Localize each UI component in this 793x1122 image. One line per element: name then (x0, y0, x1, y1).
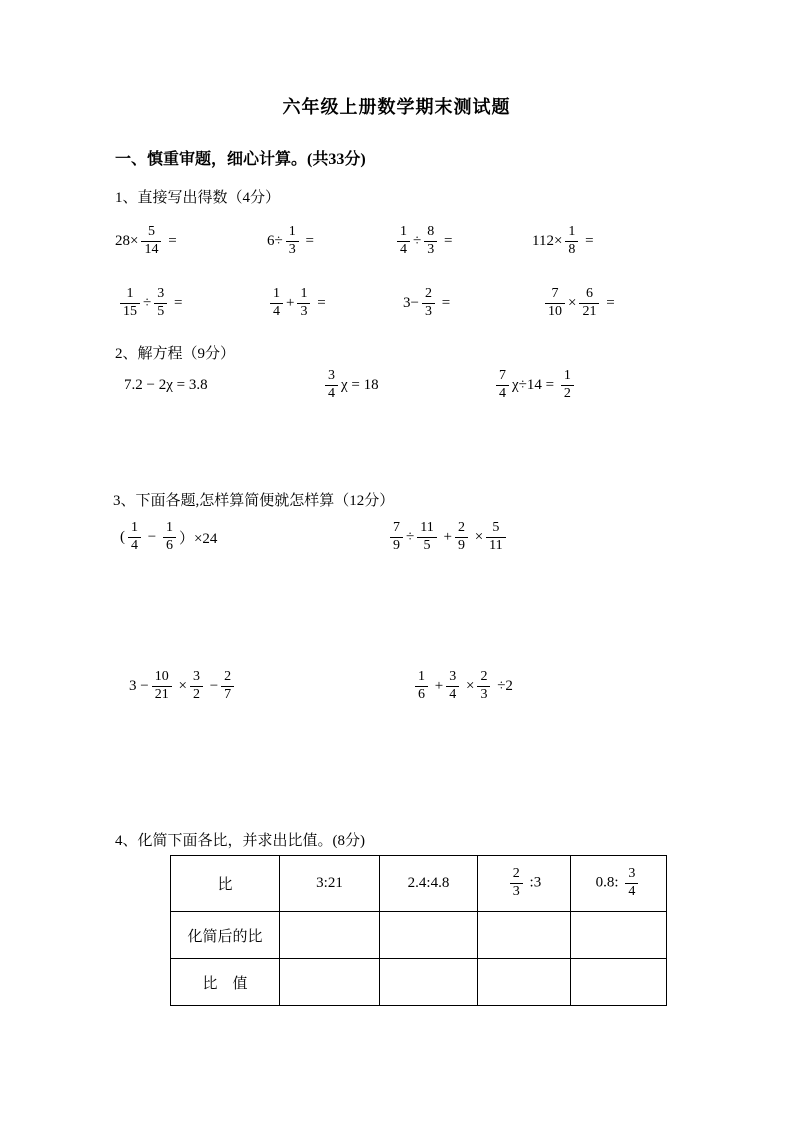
q1-expression-7: 3− $\frac{2}{3}$ = (403, 285, 451, 319)
q2-equation-1: 7.2 − 2χ = 3.8 (124, 376, 208, 393)
q4-label: 4、化简下面各比，并求出比值。(8分) (115, 833, 365, 849)
fraction: $\frac{1}{6}$ (163, 520, 176, 555)
value-answer-cell-1 (280, 959, 380, 1006)
ratio-header-cell: 比 (171, 856, 280, 912)
value-answer-cell-4 (571, 959, 667, 1006)
simplified-answer-cell-2 (380, 912, 478, 959)
fraction: $\frac{2}{7}$ (221, 669, 234, 704)
fraction: $\frac{1}{2}$ (561, 368, 574, 403)
fraction: $\frac{1}{6}$ (415, 669, 428, 704)
ratio-value-2: 2.4:4.8 (380, 856, 478, 912)
simplified-answer-cell-3 (478, 912, 571, 959)
fraction: $\frac{5}{11}$ (486, 520, 505, 555)
simplified-ratio-label: 化简后的比 (171, 912, 280, 959)
fraction: $\frac{7}{9}$ (390, 520, 403, 555)
fraction: $\frac{3}{4}$ (325, 368, 338, 403)
fraction: $\frac{7}{4}$ (496, 368, 509, 403)
q1-label: 1、直接写出得数（4分） (115, 190, 281, 206)
fraction: $\frac{10}{21}$ (152, 669, 172, 704)
ratio-value-1: 3:21 (280, 856, 380, 912)
value-answer-cell-3 (478, 959, 571, 1006)
q3-label: 3、下面各题,怎样算简便就怎样算（12分） (113, 493, 395, 509)
fraction: $\frac{3}{2}$ (190, 669, 203, 704)
ratio-table-header-row (171, 856, 667, 912)
ratio-table (170, 855, 667, 1006)
page-title: 六年级上册数学期末测试题 (282, 97, 511, 117)
fraction: $\frac{1}{15}$ (120, 286, 140, 321)
fraction: $\frac{8}{3}$ (424, 224, 437, 259)
fraction: $\frac{1}{8}$ (565, 224, 578, 259)
fraction: $\frac{1}{3}$ (286, 224, 299, 259)
q2-equation-2: $\frac{3}{4}$ χ = 18 (322, 363, 379, 407)
value-answer-cell-2 (380, 959, 478, 1006)
fraction: $\frac{2}{3}$ (510, 866, 523, 901)
simplified-answer-cell-4 (571, 912, 667, 959)
fraction: $\frac{5}{14}$ (141, 224, 161, 259)
q1-expression-2: 6÷ $\frac{1}{3}$ = (267, 223, 314, 257)
q1-expression-5: $\frac{1}{15}$ ÷ $\frac{3}{5}$ = (117, 281, 182, 325)
simplified-ratio-row (171, 912, 667, 959)
ratio-value-4: 0.8: $\frac{3}{4}$ (571, 856, 667, 912)
fraction: $\frac{1}{4}$ (397, 224, 410, 259)
fraction: $\frac{1}{3}$ (297, 286, 310, 321)
q3-expression-3: 3 − $\frac{10}{21}$ × $\frac{3}{2}$ − $\frac{2}{7}$ (129, 664, 237, 708)
fraction: $\frac{2}{9}$ (455, 520, 468, 555)
fraction: $\frac{3}{4}$ (446, 669, 459, 704)
fraction: $\frac{3}{5}$ (154, 286, 167, 321)
ratio-value-label: 比 值 (171, 959, 280, 1006)
q1-expression-3: $\frac{1}{4}$ ÷ $\frac{8}{3}$ = (394, 219, 452, 263)
simplified-answer-cell-1 (280, 912, 380, 959)
q3-expression-4: $\frac{1}{6}$ + $\frac{3}{4}$ × $\frac{2}{3}$ ÷2 (412, 664, 513, 708)
fraction: $\frac{2}{3}$ (422, 286, 435, 321)
ratio-value-3: $\frac{2}{3}$ :3 (478, 856, 571, 912)
fraction: $\frac{1}{4}$ (128, 520, 141, 555)
q2-label: 2、解方程（9分） (115, 346, 236, 362)
q1-expression-6: $\frac{1}{4}$ + $\frac{1}{3}$ = (267, 281, 326, 325)
q1-expression-8: $\frac{7}{10}$ × $\frac{6}{21}$ = (542, 281, 615, 325)
q2-equation-3: $\frac{7}{4}$ χ÷14 = $\frac{1}{2}$ (493, 363, 577, 407)
fraction: $\frac{7}{10}$ (545, 286, 565, 321)
fraction: $\frac{2}{3}$ (477, 669, 490, 704)
q1-expression-1: 28× $\frac{5}{14}$ = (115, 223, 177, 257)
fraction: $\frac{11}{5}$ (417, 520, 436, 555)
fraction: $\frac{6}{21}$ (579, 286, 599, 321)
ratio-value-row (171, 959, 667, 1006)
q3-expression-1: ( $\frac{1}{4}$ − $\frac{1}{6}$ ）×24 (120, 519, 218, 553)
q1-expression-4: 112× $\frac{1}{8}$ = (532, 223, 594, 257)
fraction: $\frac{1}{4}$ (270, 286, 283, 321)
section1-heading: 一、慎重审题，细心计算。(共33分) (115, 151, 366, 168)
q3-expression-2: $\frac{7}{9}$ ÷ $\frac{11}{5}$ + $\frac{2}{9}$ × $\frac{5}{11}$ (387, 515, 509, 559)
fraction: $\frac{3}{4}$ (625, 866, 638, 901)
